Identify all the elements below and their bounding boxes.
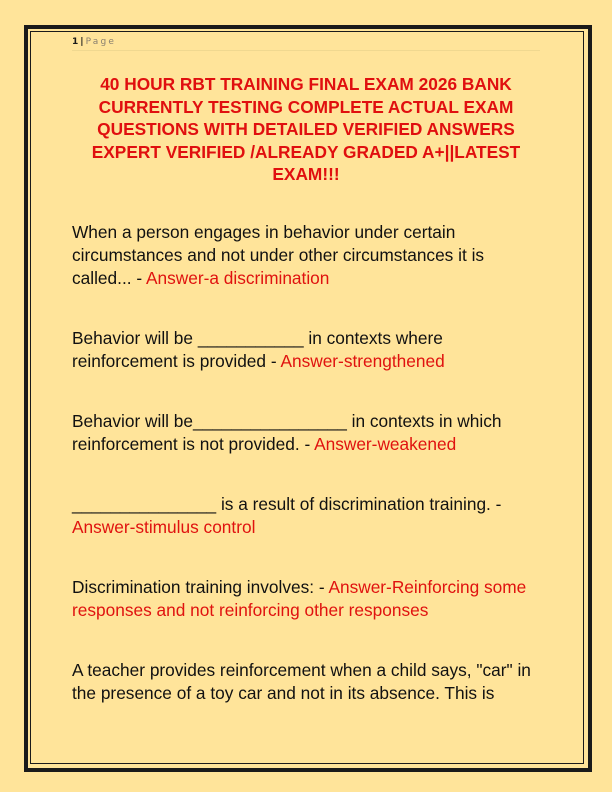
- title-line: 40 HOUR RBT TRAINING FINAL EXAM 2026 BANK: [100, 74, 512, 94]
- page-number: 1: [72, 37, 79, 47]
- question-text: Discrimination training involves: -: [72, 577, 329, 597]
- question-text: _______________ is a result of discrimination training. -: [72, 494, 502, 514]
- page-label: Page: [85, 37, 117, 47]
- question-text: When a person engages in behavior under certain circumstances and not under other circumstances it is called... -: [72, 222, 485, 288]
- answer-text: Answer-weakened: [314, 434, 457, 454]
- qa-item-2: [72, 327, 542, 373]
- qa-item-3: [72, 410, 542, 456]
- page-header: [72, 37, 540, 51]
- question-text: Behavior will be ___________ in contexts where reinforcement is provided -: [72, 328, 443, 371]
- qa-item-6: [72, 659, 542, 705]
- title-line: EXPERT VERIFIED /ALREADY GRADED A+||LATEST: [91, 141, 521, 162]
- answer-text: Answer-Reinforcing some responses and not reinforcing other responses: [72, 577, 527, 620]
- document-title: [72, 73, 540, 186]
- answer-text: Answer-strengthened: [280, 351, 445, 371]
- title-line: QUESTIONS WITH DETAILED VERIFIED ANSWERS: [97, 119, 515, 139]
- question-text: A teacher provides reinforcement when a child says, "car" in the presence of a toy car and not in its absence. This is: [72, 660, 531, 703]
- question-text: Behavior will be________________ in contexts in which reinforcement is not provided. -: [72, 411, 502, 454]
- page-separator: |: [80, 37, 84, 47]
- answer-text: Answer-a discrimination: [145, 268, 330, 288]
- qa-item-4: [72, 493, 542, 539]
- title-line: CURRENTLY TESTING COMPLETE ACTUAL EXAM: [98, 96, 514, 117]
- qa-item-1: [72, 221, 542, 290]
- answer-text: Answer-stimulus control: [72, 517, 256, 537]
- qa-item-5: [72, 576, 542, 622]
- title-line: EXAM!!!: [272, 164, 340, 184]
